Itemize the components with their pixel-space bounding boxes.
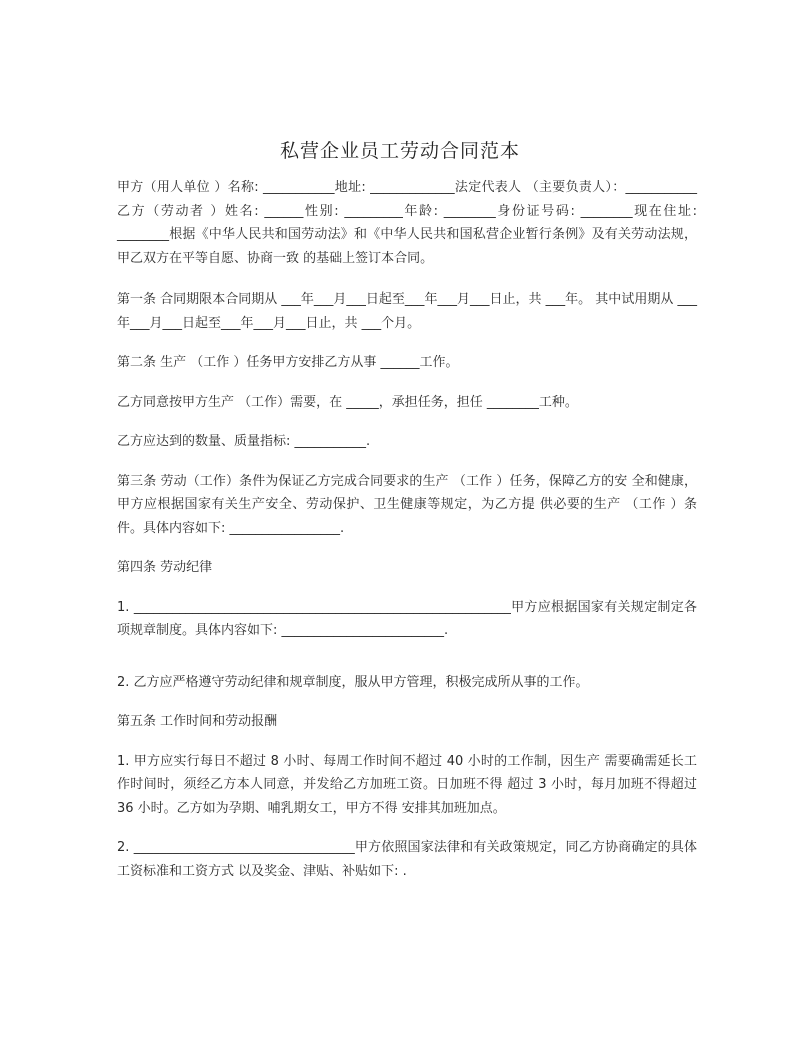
paragraph-article-1-term: 第一条 合同期限本合同期从 ___年___月___日起至___年___月___日止，共 ___年。 其中试用期从 ___年___月___日起至___年___月___日止，共 ___个月。 [117, 292, 697, 331]
paragraph-quality-indicators: 乙方应达到的数量、质量指标: ___________. [117, 434, 371, 449]
paragraph-work-assignment: 乙方同意按甲方生产 （工作）需要，在 _____，承担任务，担任 ________工种。 [117, 394, 578, 410]
heading-article-5-hours-pay: 第五条 工作时间和劳动报酬 [117, 714, 278, 729]
paragraph-article-3-conditions: 第三条 劳动（工作）条件为保证乙方完成合同要求的生产 （工作 ）任务，保障乙方的安 全和健康，甲方应根据国家有关生产安全、劳动保护、卫生健康等规定，为乙方提 供必要的生产 （工作 ）条件。具体内容如下: _________________. [117, 473, 697, 536]
document-body [117, 176, 697, 883]
paragraph-discipline-item-2: 2. 乙方应严格遵守劳动纪律和规章制度，服从甲方管理，积极完成所从事的工作。 [117, 674, 589, 690]
paragraph-hours-item-1: 1. 甲方应实行每日不超过 8 小时、每周工作时间不超过 40 小时的工作制，因生产 需要确需延长工作时间时，须经乙方本人同意，并发给乙方加班工资。日加班不得 超过 3 小时，每月加班不得超过 36 小时。乙方如为孕期、哺乳期女工，甲方不得 安排其加班加点。 [117, 753, 697, 816]
paragraph-parties: 甲方（用人单位 ）名称: ___________地址: _____________法定代表人 （主要负责人）：___________乙方（劳动者 ）姓名: ______性别: _________年龄: ________身份证号码: ________现在住址: ________根据《中华人民共和国劳动法》和《中华人民共和国私营企业暂行条例》及有关劳动法规，甲乙双方在平等自愿、协商一致 的基础上签订本合同。 [117, 180, 697, 266]
document-title: 私营企业员工劳动合同范本 [279, 140, 520, 162]
paragraph-discipline-item-1: 1. __________________________________________________________甲方应根据国家有关规定制定各项规章制度。具体内容如下: _________________________. [117, 599, 697, 638]
paragraph-pay-item-2: 2. __________________________________甲方依照国家法律和有关政策规定，同乙方协商确定的具体工资标准和工资方式 以及奖金、津贴、补贴如下: . [117, 840, 697, 879]
heading-article-4-discipline: 第四条 劳动纪律 [117, 560, 213, 575]
paragraph-article-2-task: 第二条 生产 （工作 ）任务甲方安排乙方从事 ______工作。 [117, 355, 459, 370]
